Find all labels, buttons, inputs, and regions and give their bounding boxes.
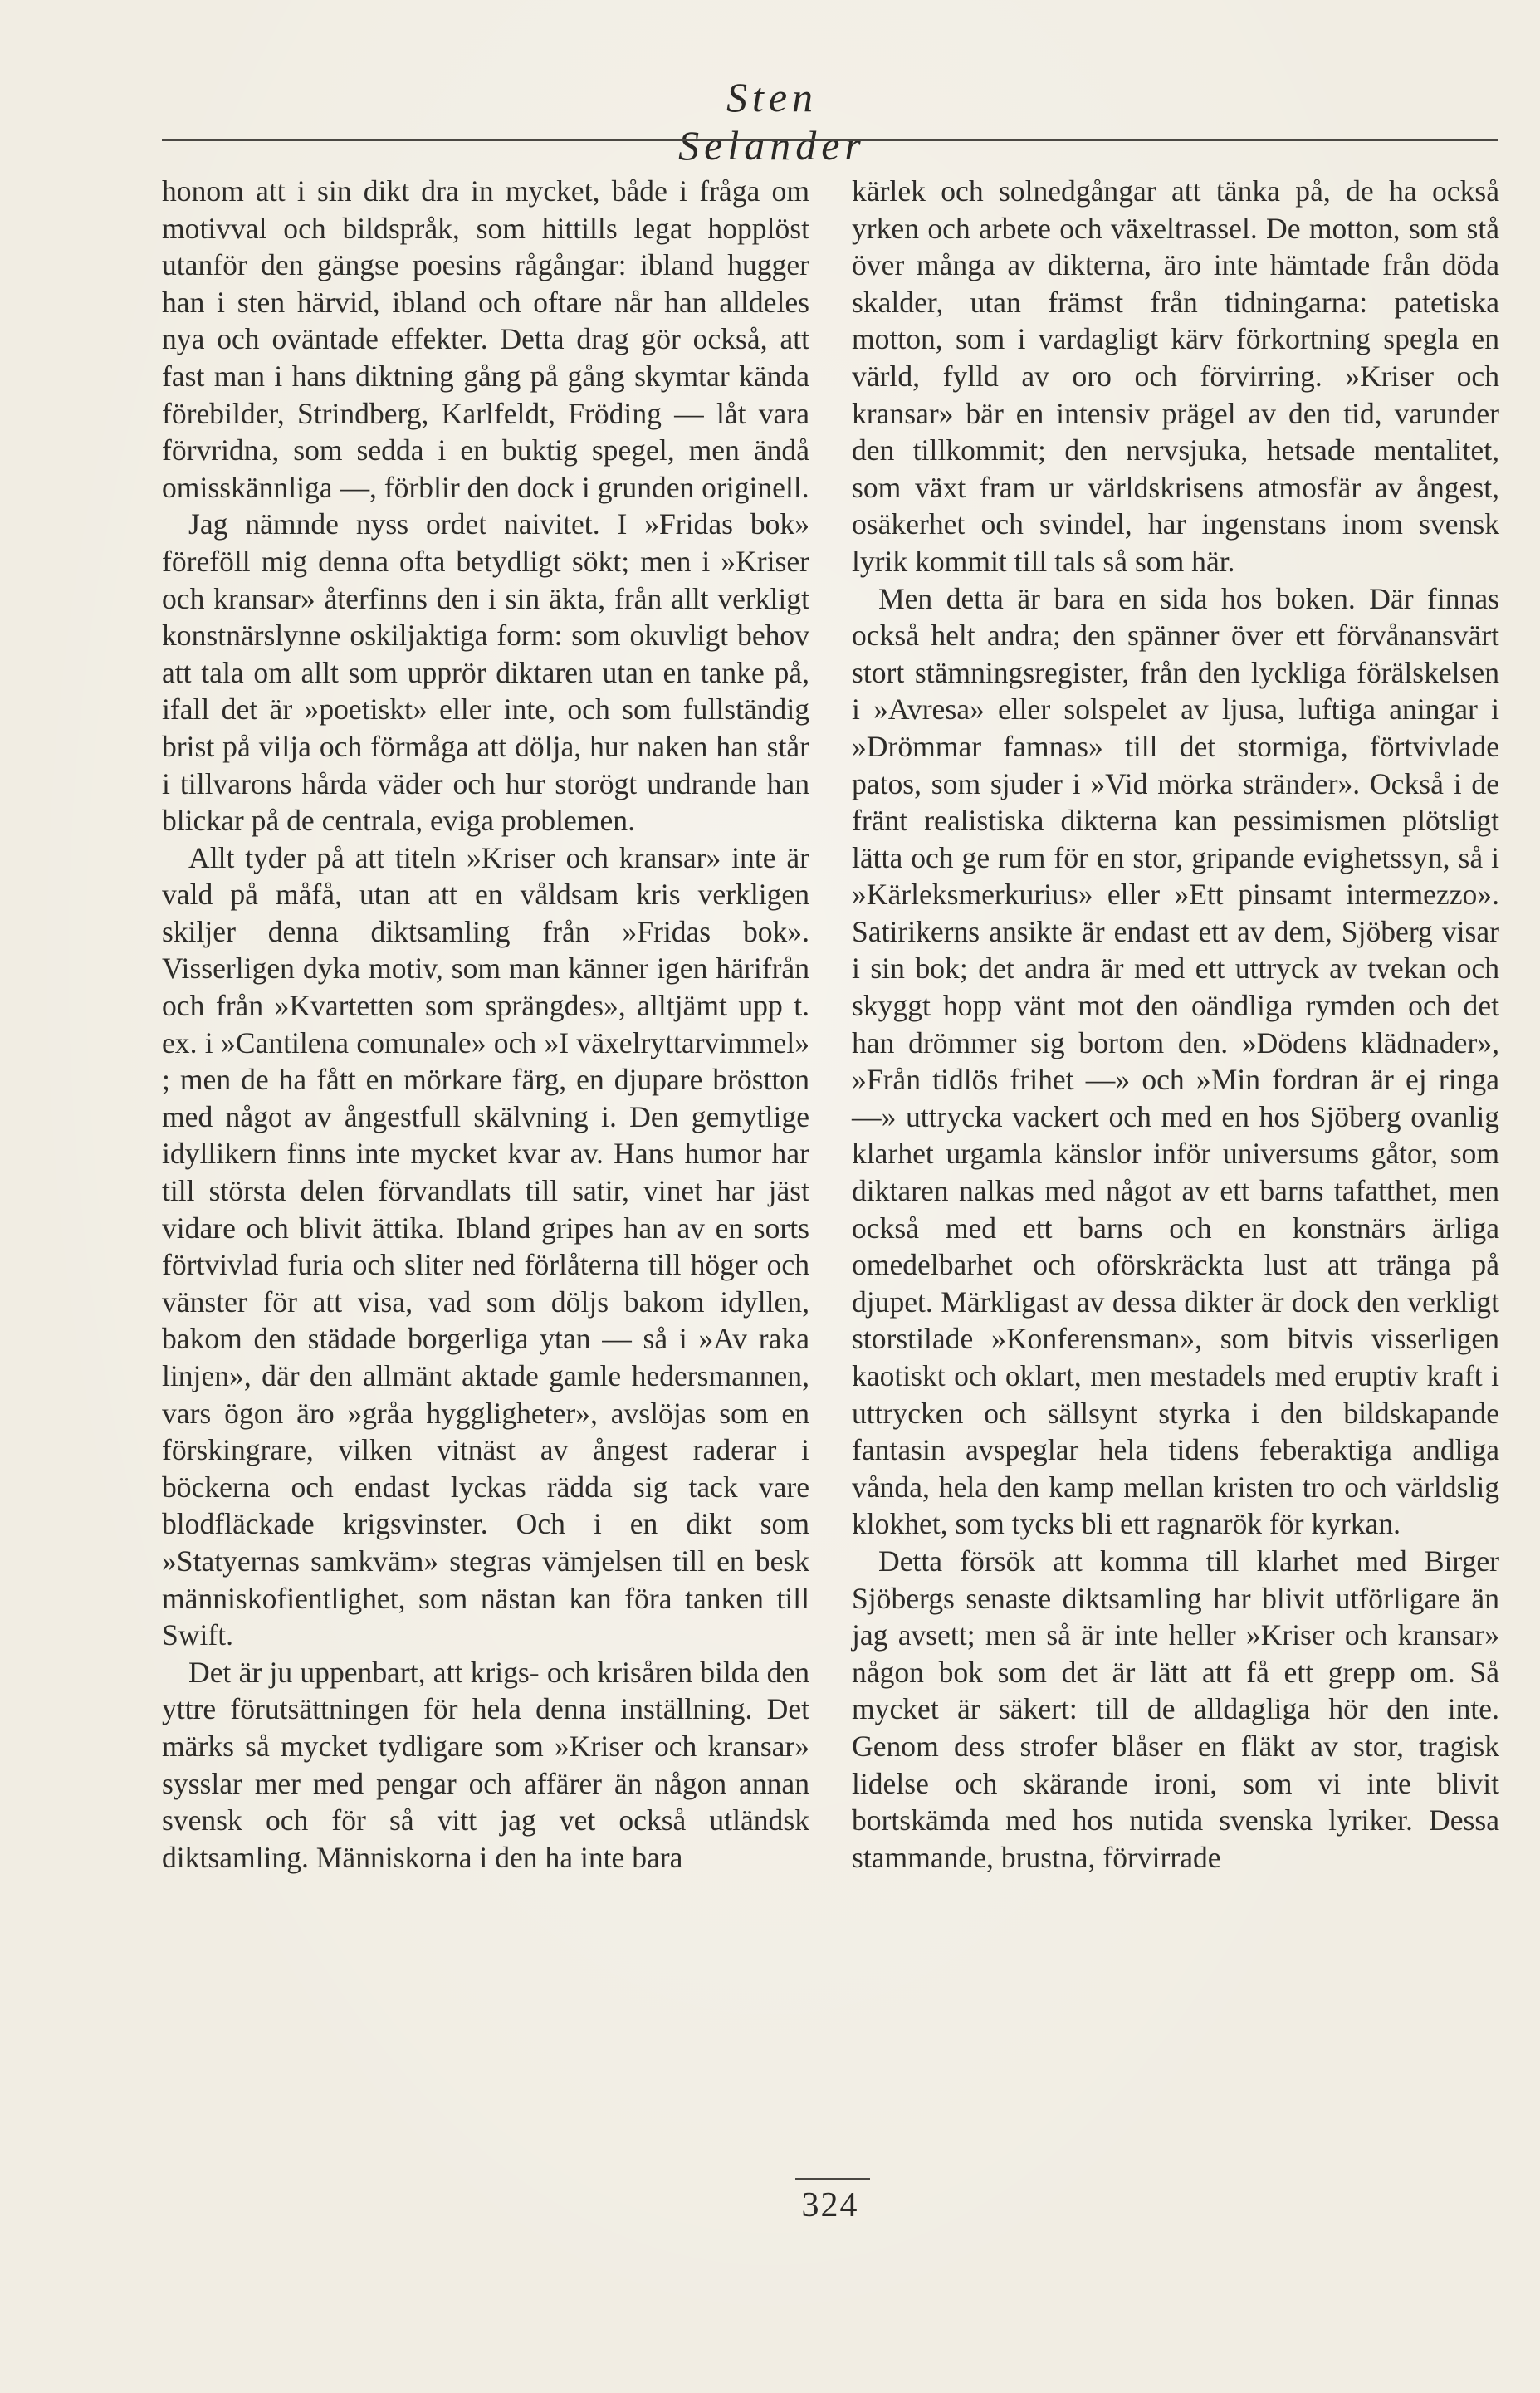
header-rule [162, 139, 1498, 141]
page-number: 324 [801, 2186, 859, 2224]
left-column [162, 173, 809, 1876]
running-head: Sten Selander [678, 74, 866, 169]
paragraph: honom att i sin dikt dra in mycket, både i fråga om motivval och bildspråk, som hittills legat hopplöst utanför den gängse poesins rågångar: ibland hugger han i sten härvid, ibland och oftare når han alldeles nya och oväntade effekter. Detta drag gör också, att fast man i hans diktning gång på gång skymtar kända förebilder, Strindberg, Karlfeldt, Fröding — låt vara förvridna, som sedda i en buktig spegel, men ändå omisskännliga —, förblir den dock i grunden originell. [162, 174, 809, 504]
paragraph: Detta försök att komma till klarhet med Birger Sjöbergs senaste diktsamling har blivit utförligare än jag avsett; men så är inte heller »Kriser och kransar» någon bok som det är lätt att få ett grepp om. Så mycket är säkert: till de alldagliga hör den inte. Genom dess strofer blåser en fläkt av stor, tragisk lidelse och skärande ironi, som vi inte blivit bortskämda med hos nutida svenska lyriker. Dessa stammande, brustna, förvirrade [852, 1544, 1499, 1874]
paragraph: Men detta är bara en sida hos boken. Där finnas också helt andra; den spänner över ett förvånansvärt stort stämningsregister, från den lyckliga förälskelsen i »Avresa» eller solspelet av ljusa, luftiga aningar i »Drömmar famnas» till det stormiga, förtvivlade patos, som sjuder i »Vid mörka stränder». Också i de fränt realistiska dikterna kan pessimismen plötsligt lätta och ge rum för en stor, gripande evighetssyn, så i »Kärleksmerkurius» eller »Ett pinsamt intermezzo». Satirikerns ansikte är endast ett av dem, Sjöberg visar i sin bok; det andra är med ett uttryck av tvekan och skyggt hopp vänt mot den oändliga rymden och det han drömmer sig bortom den. »Dödens klädnader», »Från tidlös frihet —» och »Min fordran är ej ringa—» uttrycka vackert och med en hos Sjöberg ovanlig klarhet urgamla känslor inför universums gåtor, som diktaren nalkas med något av ett barns tafatthet, men också med ett barns och en konstnärs ärliga omedelbarhet och oförskräckta lust att tränga på djupet. Märkligast av dessa dikter är dock den verkligt storstilade »Konferensman», som bitvis visserligen kaotiskt och oklart, men mestadels med eruptiv kraft i uttrycken och sällsynt styrka i den bildskapande fantasin avspeglar hela tidens feberaktiga andliga vånda, hela den kamp mellan kristen tro och världslig klokhet, som tycks bli ett ragnarök för kyrkan. [852, 581, 1499, 1541]
paragraph: Allt tyder på att titeln »Kriser och kransar» inte är vald på måfå, utan att en våldsam kris verkligen skiljer denna diktsamling från »Fridas bok». Visserligen dyka motiv, som man känner igen härifrån och från »Kvartetten som sprängdes», alltjämt upp t. ex. i »Cantilena comunale» och »I växelryttarvimmel» ; men de ha fått en mörkare färg, en djupare bröstton med något av ångestfull skälvning i. Den gemytlige idyllikern finns inte mycket kvar av. Hans humor har till största delen förvandlats till satir, vinet har jäst vidare och blivit ättika. Ibland gripes han av en sorts förtvivlad furia och sliter ned förlåterna till höger och vänster för att visa, vad som döljs bakom idyllen, bakom den städade borgerliga ytan — så i »Av raka linjen», där den allmänt aktade gamle hedersmannen, vars ögon äro »gråa hyggligheter», avslöjas som en förskingrare, vilken vitnäst av ångest raderar i böckerna och endast lyckas rädda sig tack vare blodfläckade krigsvinster. Och i en dikt som »Statyernas samkväm» stegras vämjelsen till en besk människofientlighet, som nästan kan föra tanken till Swift. [162, 840, 809, 1652]
folio-rule [795, 2178, 870, 2180]
paragraph: Det är ju uppenbart, att krigs- och krisåren bilda den yttre förutsättningen för hela denna inställning. Det märks så mycket tydligare som »Kriser och kransar» sysslar mer med pengar och affärer än någon annan svensk och för så vitt jag vet också utländsk diktsamling. Människorna i den ha inte bara [162, 1655, 809, 1874]
paragraph: Jag nämnde nyss ordet naivitet. I »Fridas bok» föreföll mig denna ofta betydligt sökt; men i »Kriser och kransar» återfinns den i sin äkta, från allt verkligt konstnärslynne oskiljaktiga form: som okuvligt behov att tala om allt som upprör diktaren utan en tanke på, ifall det är »poetiskt» eller inte, och som fullständig brist på vilja och förmåga att dölja, hur naken han står i tillvarons hårda väder och hur storögt undrande han blickar på de centrala, eviga problemen. [162, 507, 809, 838]
paragraph: kärlek och solnedgångar att tänka på, de ha också yrken och arbete och växeltrassel. De motton, som stå över många av dikterna, äro inte hämtade från döda skalder, utan främst från tidningarna: patetiska motton, som i vardagligt kärv förkortning spegla en värld, fylld av oro och förvirring. »Kriser och kransar» bär en intensiv prägel av den tid, varunder den tillkommit; den nervsjuka, hetsade mentalitet, som växt fram ur världskrisens atmosfär av ångest, osäkerhet och svindel, har ingenstans inom svensk lyrik kommit till tals så som här. [852, 174, 1499, 578]
right-column [852, 173, 1499, 1876]
